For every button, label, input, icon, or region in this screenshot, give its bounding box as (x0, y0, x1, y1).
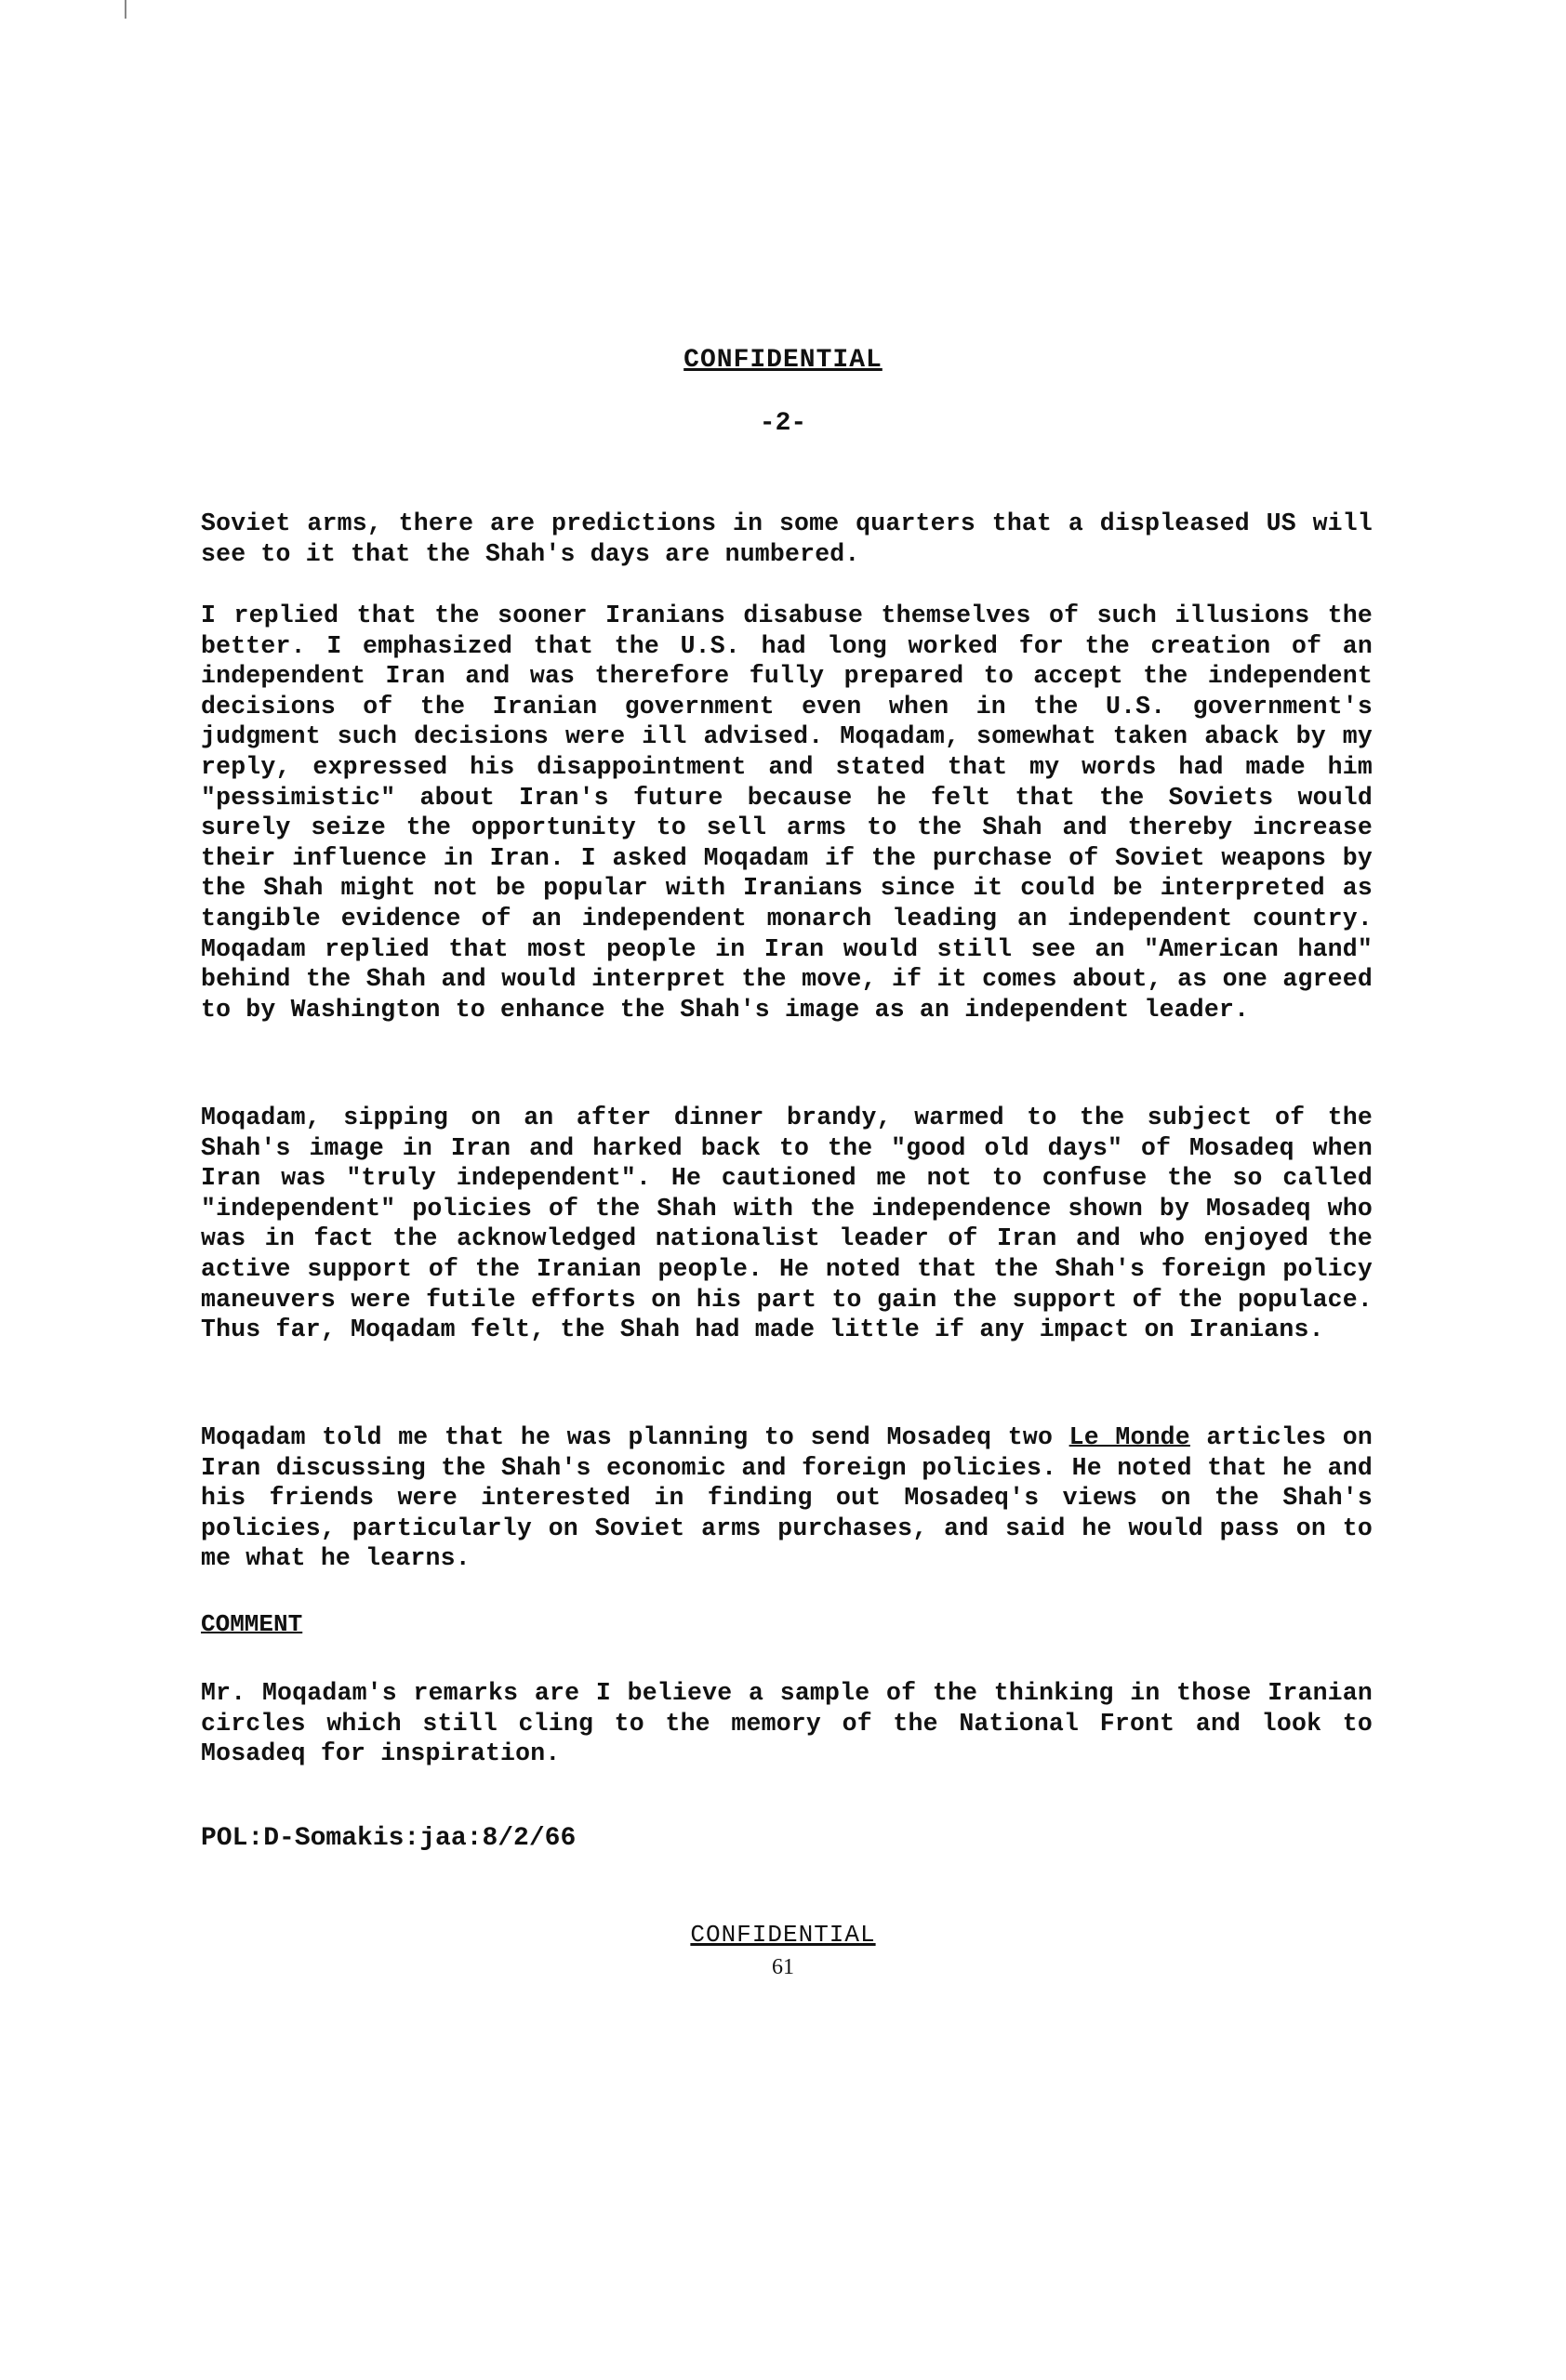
classification-footer-text: CONFIDENTIAL (690, 1921, 876, 1949)
page-number: 61 (772, 1955, 794, 1979)
classification-header (0, 346, 1566, 375)
paragraph-4-rest: articles on Iran discussing the Shah's economic and foreign policies. He noted that he and his friends were interested in finding out Mosadeq's views on the Shah's policies, particularly on Soviet arms purchases, and said he would pass on to me what he learns. (201, 1423, 1373, 1573)
paragraph-2: I replied that the sooner Iranians disabuse themselves of such illusions the better. I emphasized that the U.S. had long worked for the creation of an independent Iran and was therefore fully prepared to accept the independent decisions of the Iranian government even when in the U.S. government's judgment such decisions were ill advised. Moqadam, somewhat taken aback by my reply, expressed his disappointment and stated that my words had made him "pessimistic" about Iran's future because he felt that the Soviets would surely seize the opportunity to sell arms to the Shah and thereby increase their influence in Iran. I asked Moqadam if the purchase of Soviet weapons by the Shah might not be popular with Iranians since it could be interpreted as tangible evidence of an independent monarch leading an independent country. Moqadam replied that most people in Iran would still see an "American hand" behind the Shah and would interpret the move, if it comes about, as one agreed to by Washington to enhance the Shah's image as an independent leader. (201, 602, 1373, 1024)
classification-footer (0, 1921, 1566, 1949)
paragraph-3: Moqadam, sipping on an after dinner brandy, warmed to the subject of the Shah's image in Iran and harked back to the "good old days" of Mosadeq when Iran was "truly independent". He cautioned me not to confuse the so called "independent" policies of the Shah with the independence shown by Mosadeq who was in fact the acknowledged nationalist leader of Iran and who enjoyed the active support of the Iranian people. He noted that the Shah's foreign policy maneuvers were futile efforts on his part to gain the support of the populace. Thus far, Moqadam felt, the Shah had made little if any impact on Iranians. (201, 1104, 1373, 1344)
classification-header-text: CONFIDENTIAL (683, 346, 883, 375)
drafter-line: POL:D-Somakis:jaa:8/2/66 (201, 1824, 577, 1853)
paragraph-4 (201, 1422, 1373, 1574)
comment-paragraph: Mr. Moqadam's remarks are I believe a sample of the thinking in those Iranian circles which still cling to the memory of the National Front and look to Mosadeq for inspiration. (201, 1679, 1373, 1768)
comment-heading: COMMENT (201, 1610, 303, 1638)
newspaper-title: Le Monde (1068, 1423, 1190, 1451)
margin-mark (125, 0, 126, 19)
paragraph-4-lead: Moqadam told me that he was planning to send Mosadeq two (201, 1423, 1069, 1451)
paragraph-1: Soviet arms, there are predictions in some quarters that a displeased US will see to it that the Shah's days are numbered. (201, 509, 1373, 568)
page-marker: -2- (759, 409, 807, 438)
